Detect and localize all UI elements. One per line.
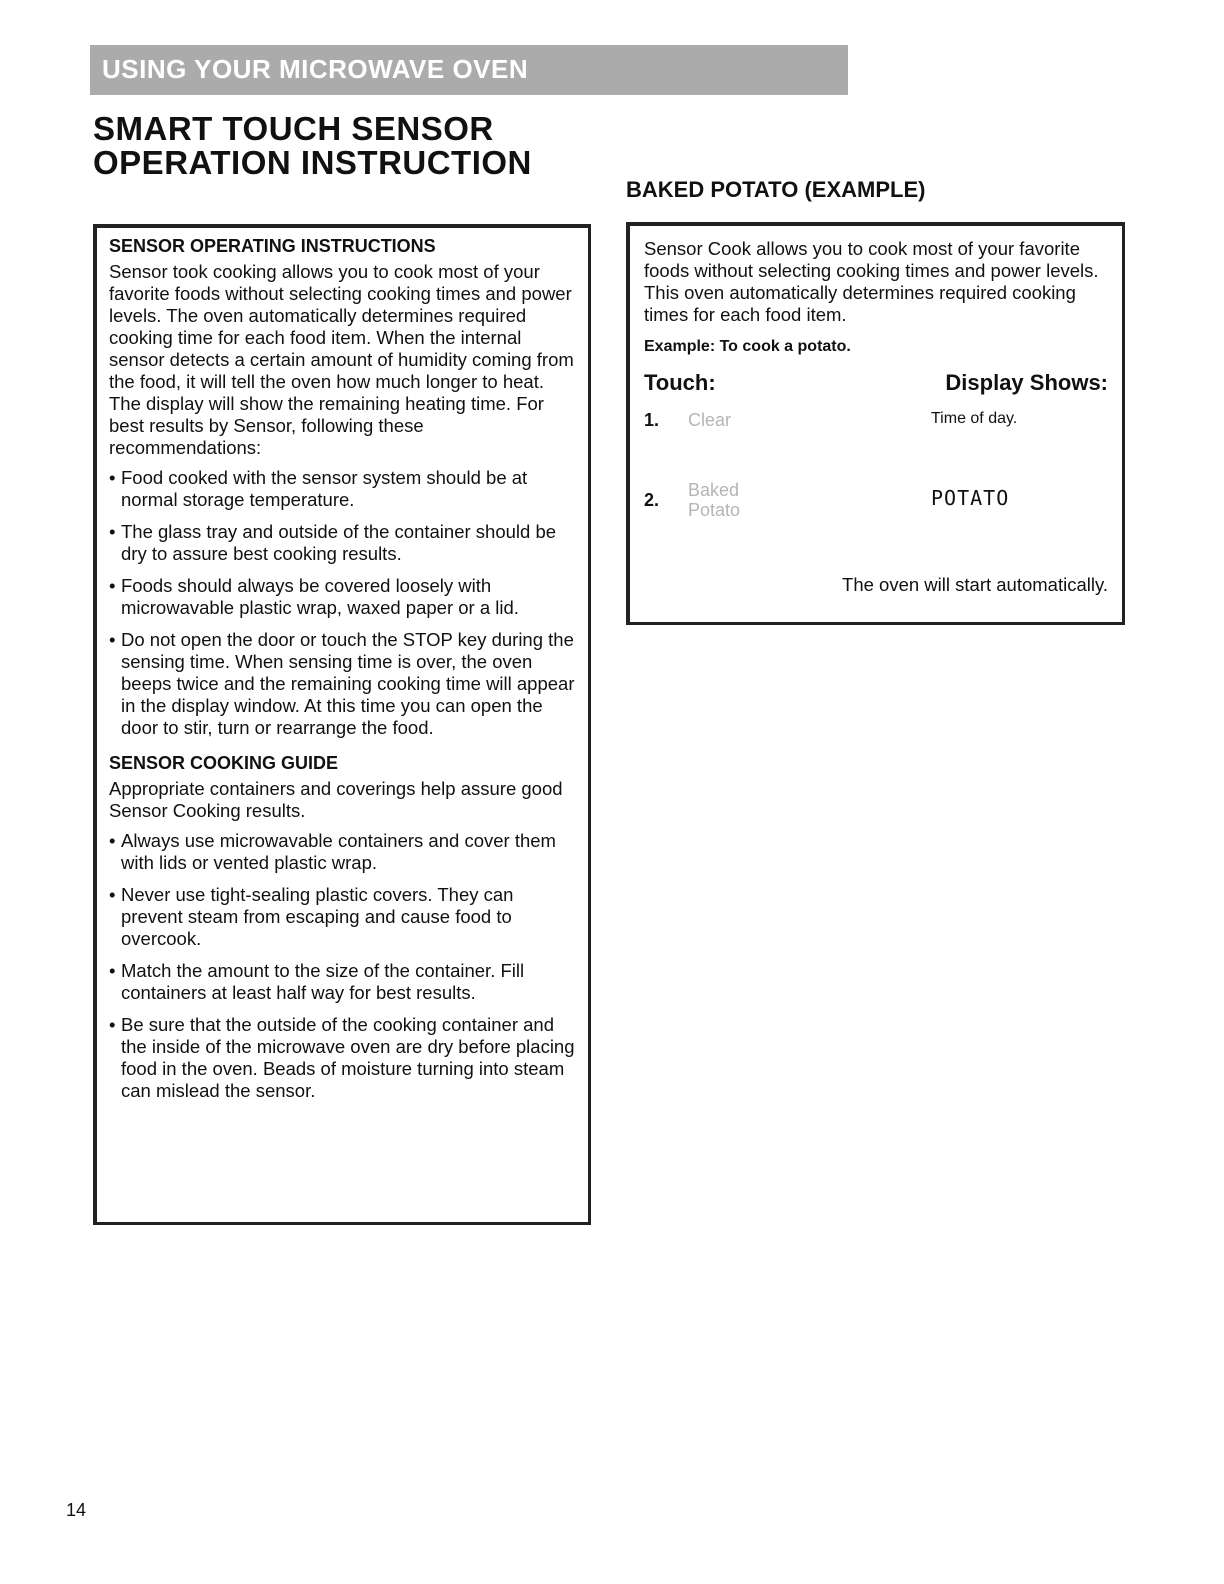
lcd-display: POTATO <box>931 486 1010 510</box>
bullet-text: The glass tray and outside of the container should be dry to assure best cooking results. <box>121 521 557 564</box>
list-item: • Foods should always be covered loosely with microwavable plastic wrap, waxed paper or a lid. <box>109 575 576 619</box>
bullet-text: Do not open the door or touch the STOP key during the sensing time. When sensing time is over, the oven beeps twice and the remaining cooking time will appear in the display window. At this time you can open the door to stir, turn or rearrange the food. <box>121 629 575 738</box>
example-title: BAKED POTATO (EXAMPLE) <box>626 177 926 202</box>
bullet-text: Always use microwavable containers and cover them with lids or vented plastic wrap. <box>121 830 556 873</box>
list-item: • Do not open the door or touch the STOP key during the sensing time. When sensing time is over, the oven beeps twice and the remaining cooking time will appear in the display window. At this time you can open the door to stir, turn or rearrange the food. <box>109 629 575 738</box>
bullet-text: Match the amount to the size of the container. Fill containers at least half way for best results. <box>121 960 525 1003</box>
example-label: Example: To cook a potato. <box>644 338 851 355</box>
list-item: • Match the amount to the size of the container. Fill containers at least half way for best results. <box>109 960 576 1004</box>
guide-intro: Appropriate containers and coverings help assure good Sensor Cooking results. <box>109 778 563 821</box>
list-item: • Be sure that the outside of the cooking container and the inside of the microwave oven are dry before placing food in the oven. Beads of moisture turning into steam can mislead the sensor. <box>109 1014 575 1101</box>
bullet-text: Food cooked with the sensor system should be at normal storage temperature. <box>121 467 528 510</box>
sensor-instructions-box <box>93 224 591 1225</box>
list-item: • The glass tray and outside of the container should be dry to assure best cooking results. <box>109 521 576 565</box>
column-headers <box>644 370 1108 396</box>
list-item: • Never use tight-sealing plastic covers. They can prevent steam from escaping and cause food to overcook. <box>109 884 576 950</box>
page-title <box>93 112 532 180</box>
key-line: Potato <box>688 500 741 520</box>
title-line: OPERATION INSTRUCTION <box>93 144 532 181</box>
heading-operating: SENSOR OPERATING INSTRUCTIONS <box>109 236 436 256</box>
banner-text: USING YOUR MICROWAVE OVEN <box>102 54 529 84</box>
bullet-text: Foods should always be covered loosely with microwavable plastic wrap, waxed paper or a lid. <box>121 575 519 618</box>
bullet-text: Never use tight-sealing plastic covers. They can prevent steam from escaping and cause food to overcook. <box>121 884 514 949</box>
intro-paragraph: Sensor took cooking allows you to cook most of your favorite foods without selecting cooking times and power levels. The oven automatically determines required cooking time for each food item. When the internal sensor detects a certain amount of humidity coming from the food, it will tell the oven how much longer to heat. The display will show the remaining heating time. For best results by Sensor, following these recommendations: <box>109 261 574 458</box>
auto-start-note: The oven will start automatically. <box>842 574 1108 595</box>
clear-key-label: Clear <box>688 410 732 430</box>
step-number: 1. <box>644 410 660 430</box>
section-banner <box>90 45 848 95</box>
title-line: SMART TOUCH SENSOR <box>93 110 494 147</box>
baked-potato-example-box <box>626 222 1125 625</box>
page-number: 14 <box>66 1500 87 1520</box>
bullet-text: Be sure that the outside of the cooking container and the inside of the microwave oven are dry before placing food in the oven. Beads of moisture turning into steam can mislead the sensor. <box>121 1014 575 1101</box>
list-item: • Always use microwavable containers and cover them with lids or vented plastic wrap. <box>109 830 576 874</box>
heading-guide: SENSOR COOKING GUIDE <box>109 753 339 773</box>
step-row <box>644 410 1108 480</box>
example-intro: Sensor Cook allows you to cook most of your favorite foods without selecting cooking times and power levels. This oven automatically determines required cooking times for each food item. <box>644 238 1099 325</box>
touch-header: Touch: <box>644 370 716 395</box>
baked-potato-key-label <box>688 480 740 540</box>
display-text: Time of day. <box>931 410 1018 427</box>
display-header: Display Shows: <box>945 370 1108 395</box>
step-number: 2. <box>644 490 660 510</box>
list-item: • Food cooked with the sensor system should be at normal storage temperature. <box>109 467 576 511</box>
step-row <box>644 480 1108 540</box>
key-line: Baked <box>688 480 740 500</box>
